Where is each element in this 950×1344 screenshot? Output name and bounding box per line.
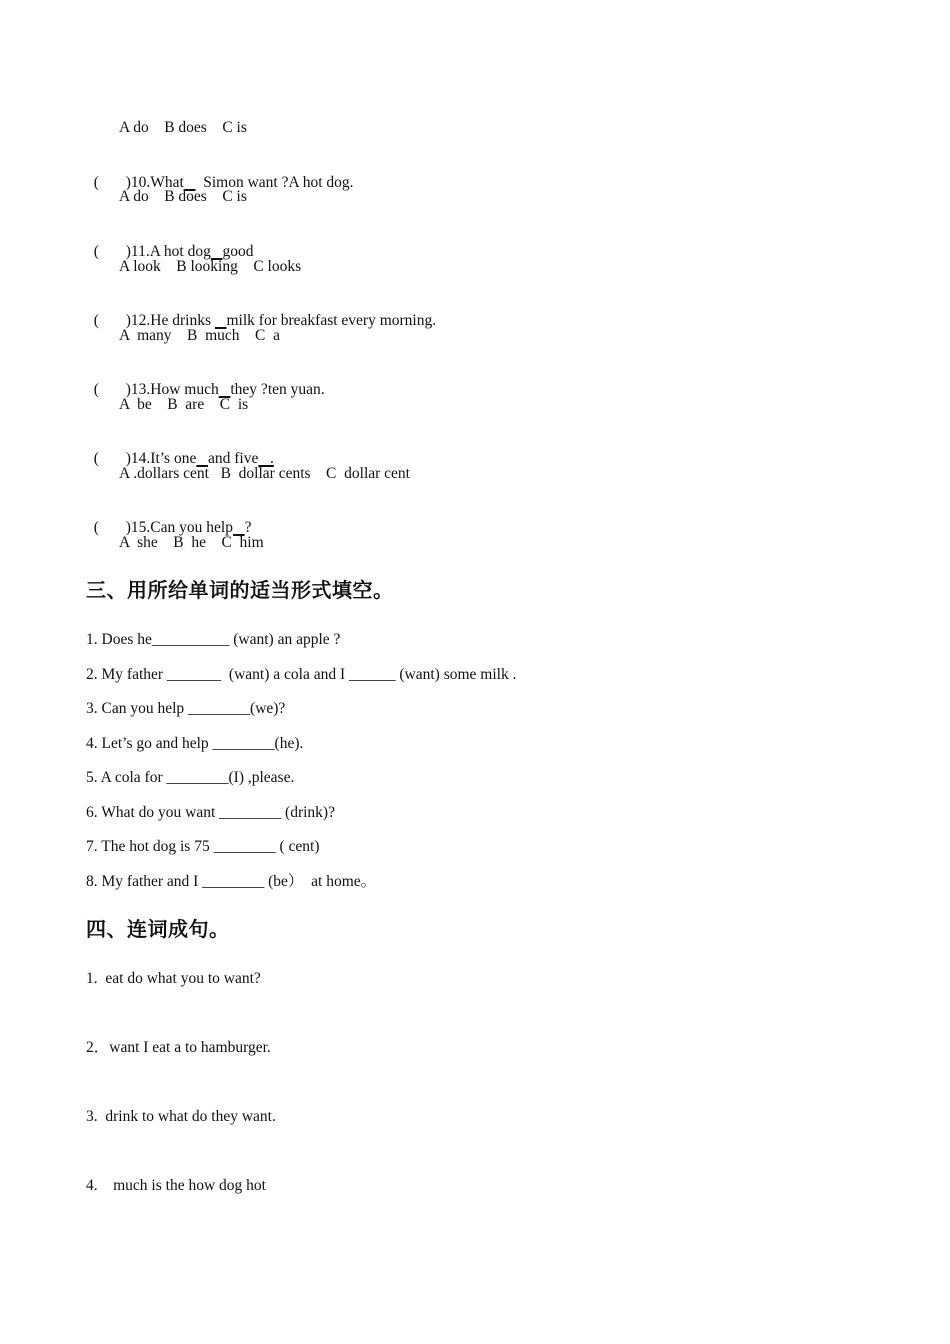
question-text: good [222, 243, 254, 260]
answer-paren: ( [93, 450, 99, 467]
options-q15: A she B he C him [119, 534, 264, 551]
question-15 [86, 498, 251, 538]
sentence-item-4: 4. much is the how dog hot [86, 1177, 266, 1194]
answer-blank: . [258, 450, 274, 467]
question-13 [86, 360, 325, 400]
options-q11: A look B looking C looks [119, 258, 302, 275]
sentence-item-1: 1. eat do what you to want? [86, 970, 261, 987]
question-text: ? [244, 519, 252, 536]
section-4-heading: 四、连词成句。 [86, 917, 230, 941]
fill-item-4: 4. Let’s go and help ________(he). [86, 735, 304, 752]
answer-paren: ( [93, 243, 99, 260]
fill-item-2: 2. My father _______ (want) a cola and I ______ (want) some milk . [86, 666, 517, 683]
options-q9: A do B does C is [119, 119, 247, 136]
question-text: Simon want ?A hot dog. [195, 174, 354, 191]
fill-item-7: 7. The hot dog is 75 ________ ( cent) [86, 838, 320, 855]
question-text: )10.What [125, 174, 184, 191]
fill-item-8: 8. My father and I ________ (be） at home。 [86, 873, 377, 890]
question-text: )11.A hot dog [125, 243, 211, 260]
sentence-item-3: 3. drink to what do they want. [86, 1108, 276, 1125]
options-q13: A be B are C is [119, 396, 249, 413]
question-text: )15.Can you help [125, 519, 233, 536]
question-text: )12.He drinks [125, 312, 215, 329]
answer-paren: ( [93, 381, 99, 398]
fill-item-1: 1. Does he__________ (want) an apple ? [86, 631, 341, 648]
section-3-heading: 三、用所给单词的适当形式填空。 [86, 578, 394, 602]
question-text: milk for breakfast every morning. [226, 312, 437, 329]
question-text: and five [207, 450, 259, 467]
fill-item-6: 6. What do you want ________ (drink)? [86, 804, 335, 821]
question-12 [86, 291, 436, 331]
fill-item-5: 5. A cola for ________(I) ,please. [86, 769, 295, 786]
question-14 [86, 429, 274, 469]
question-text: )14.It’s one [125, 450, 197, 467]
question-text: )13.How much [125, 381, 219, 398]
answer-paren: ( [93, 519, 99, 536]
options-q10: A do B does C is [119, 188, 247, 205]
fill-item-3: 3. Can you help ________(we)? [86, 700, 286, 717]
question-11 [86, 222, 253, 262]
options-q12: A many B much C a [119, 327, 281, 344]
options-q14: A .dollars cent B dollar cents C dollar cent [119, 465, 410, 482]
answer-paren: ( [93, 174, 99, 191]
answer-paren: ( [93, 312, 99, 329]
question-text: they ?ten yuan. [230, 381, 325, 398]
sentence-item-2: 2．want I eat a to hamburger. [86, 1039, 271, 1056]
